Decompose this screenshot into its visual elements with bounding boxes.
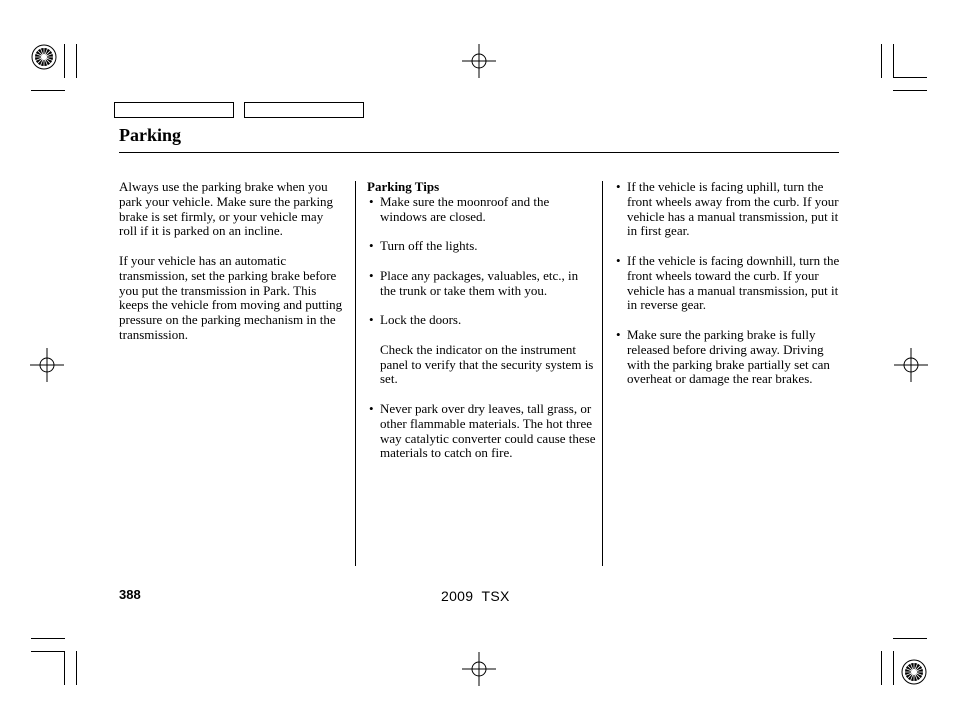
list-item [367,195,597,225]
list-item [614,180,844,239]
lock-note: Check the indicator on the instrument panel to verify that the security system is set. [380,341,594,387]
crop-mark [76,651,77,685]
list-item-text: Place any packages, valuables, etc., in the trunk or take them with you. [380,267,579,298]
list-item [614,254,844,313]
title-rule [119,152,839,153]
bullet-icon: • [616,179,621,194]
crop-mark [31,651,65,652]
column-middle [367,180,597,476]
paragraph: Always use the parking brake when you park your vehicle. Make sure the parking brake is set firmly, or your vehicle may roll if it is parked on an incline. [119,179,334,239]
column-divider [355,181,356,566]
column-right [614,180,844,402]
list-item-text: Never park over dry leaves, tall grass, or other flammable materials. The hot three way catalytic converter could cause these materials to catch on fire. [380,400,596,461]
page-title: Parking [119,125,182,145]
list-item [367,239,597,254]
crop-mark [893,44,894,78]
list-item-text: If the vehicle is facing downhill, turn the front wheels toward the curb. If your vehicle has a manual transmission, put it in reverse gear. [627,252,840,313]
crop-mark [893,90,927,91]
list-item [614,328,844,387]
crop-mark [64,44,65,78]
crop-mark [881,651,882,685]
bullet-icon: • [616,326,621,342]
section-tab-box [114,102,234,118]
registration-target-icon [462,652,496,686]
crop-mark [31,638,65,639]
page-number: 388 [119,587,141,602]
crop-mark [64,651,65,685]
bullet-icon: • [369,267,374,283]
bullet-icon: • [616,252,621,268]
list-item-text: Turn off the lights. [380,238,478,254]
color-wheel-icon [901,659,927,685]
crop-mark [893,638,927,639]
bullet-icon: • [369,193,374,209]
crop-mark [76,44,77,78]
section-tab-box [244,102,364,118]
registration-target-icon [462,44,496,78]
column-left [119,180,344,358]
list-item [367,269,597,299]
registration-target-icon [894,348,928,382]
paragraph: If your vehicle has an automatic transmission, set the parking brake before you put the transmission in Park. This keeps the vehicle from moving and putting pressure on the parking mechanism in the transmission. [119,252,343,342]
registration-target-icon [30,348,64,382]
crop-mark [881,44,882,78]
color-wheel-icon [31,44,57,70]
list-item-text: Make sure the moonroof and the windows are closed. [380,193,550,224]
column-divider [602,181,603,566]
bullet-icon: • [369,238,374,254]
list-item [367,402,597,461]
list-item-text: Lock the doors. [380,312,462,328]
section-heading: Parking Tips [367,179,440,194]
list-item-text: If the vehicle is facing uphill, turn the front wheels away from the curb. If your vehicle has a manual transmission, put it in first gear. [627,179,839,239]
crop-mark [31,90,65,91]
bullet-icon: • [369,312,374,328]
model-label: 2009 TSX [441,588,510,604]
list-item-text: Make sure the parking brake is fully released before driving away. Driving with the parking brake partially set can overheat or damage the rear brakes. [627,326,830,387]
crop-mark [893,651,894,685]
list-item [367,313,597,328]
crop-mark [893,77,927,78]
bullet-icon: • [369,400,374,416]
